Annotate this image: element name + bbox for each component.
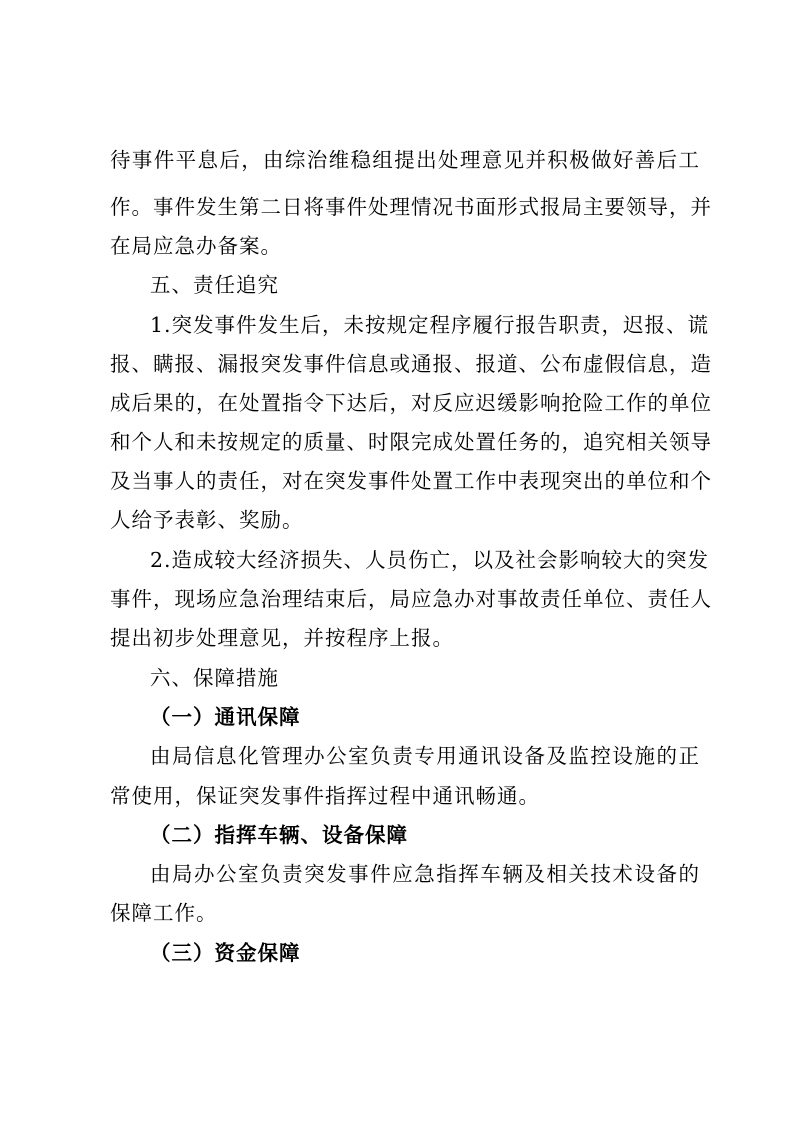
paragraph-line: 提出初步处理意见，并按程序上报。	[110, 626, 454, 650]
paragraph-line: 作。事件发生第二日将事件处理情况书面形式报局主要领导，并	[110, 195, 712, 219]
paragraph-line: 1.突发事件发生后，未按规定程序履行报告职责，迟报、谎	[150, 313, 710, 337]
paragraph-line: 保障工作。	[110, 901, 218, 925]
section-heading-safeguards: 六、保障措施	[150, 666, 279, 690]
paragraph-line: 报、瞒报、漏报突发事件信息或通报、报道、公布虚假信息，造	[110, 352, 712, 376]
subsection-heading-communication: （一）通讯保障	[150, 705, 301, 729]
paragraph-line: 待事件平息后，由综治维稳组提出处理意见并积极做好善后工	[110, 148, 700, 172]
paragraph-line: 2.造成较大经济损失、人员伤亡，以及社会影响较大的突发	[150, 548, 710, 572]
paragraph-line: 人给予表彰、奖励。	[110, 508, 304, 532]
paragraph-line: 及当事人的责任，对在突发事件处置工作中表现突出的单位和个	[110, 469, 712, 493]
paragraph-line: 由局信息化管理办公室负责专用通讯设备及监控设施的正	[150, 744, 700, 768]
subsection-heading-vehicles: （二）指挥车辆、设备保障	[150, 823, 408, 847]
paragraph-line: 常使用，保证突发事件指挥过程中通讯畅通。	[110, 784, 540, 808]
section-heading-responsibility: 五、责任追究	[150, 273, 279, 297]
subsection-heading-funding: （三）资金保障	[150, 941, 301, 965]
paragraph-line: 在局应急办备案。	[110, 234, 282, 258]
paragraph-line: 事件，现场应急治理结束后，局应急办对事故责任单位、责任人	[110, 587, 712, 611]
paragraph-line: 和个人和未按规定的质量、时限完成处置任务的，追究相关领导	[110, 430, 712, 454]
paragraph-line: 由局办公室负责突发事件应急指挥车辆及相关技术设备的	[150, 862, 700, 886]
paragraph-line: 成后果的，在处置指令下达后，对反应迟缓影响抢险工作的单位	[110, 391, 712, 415]
